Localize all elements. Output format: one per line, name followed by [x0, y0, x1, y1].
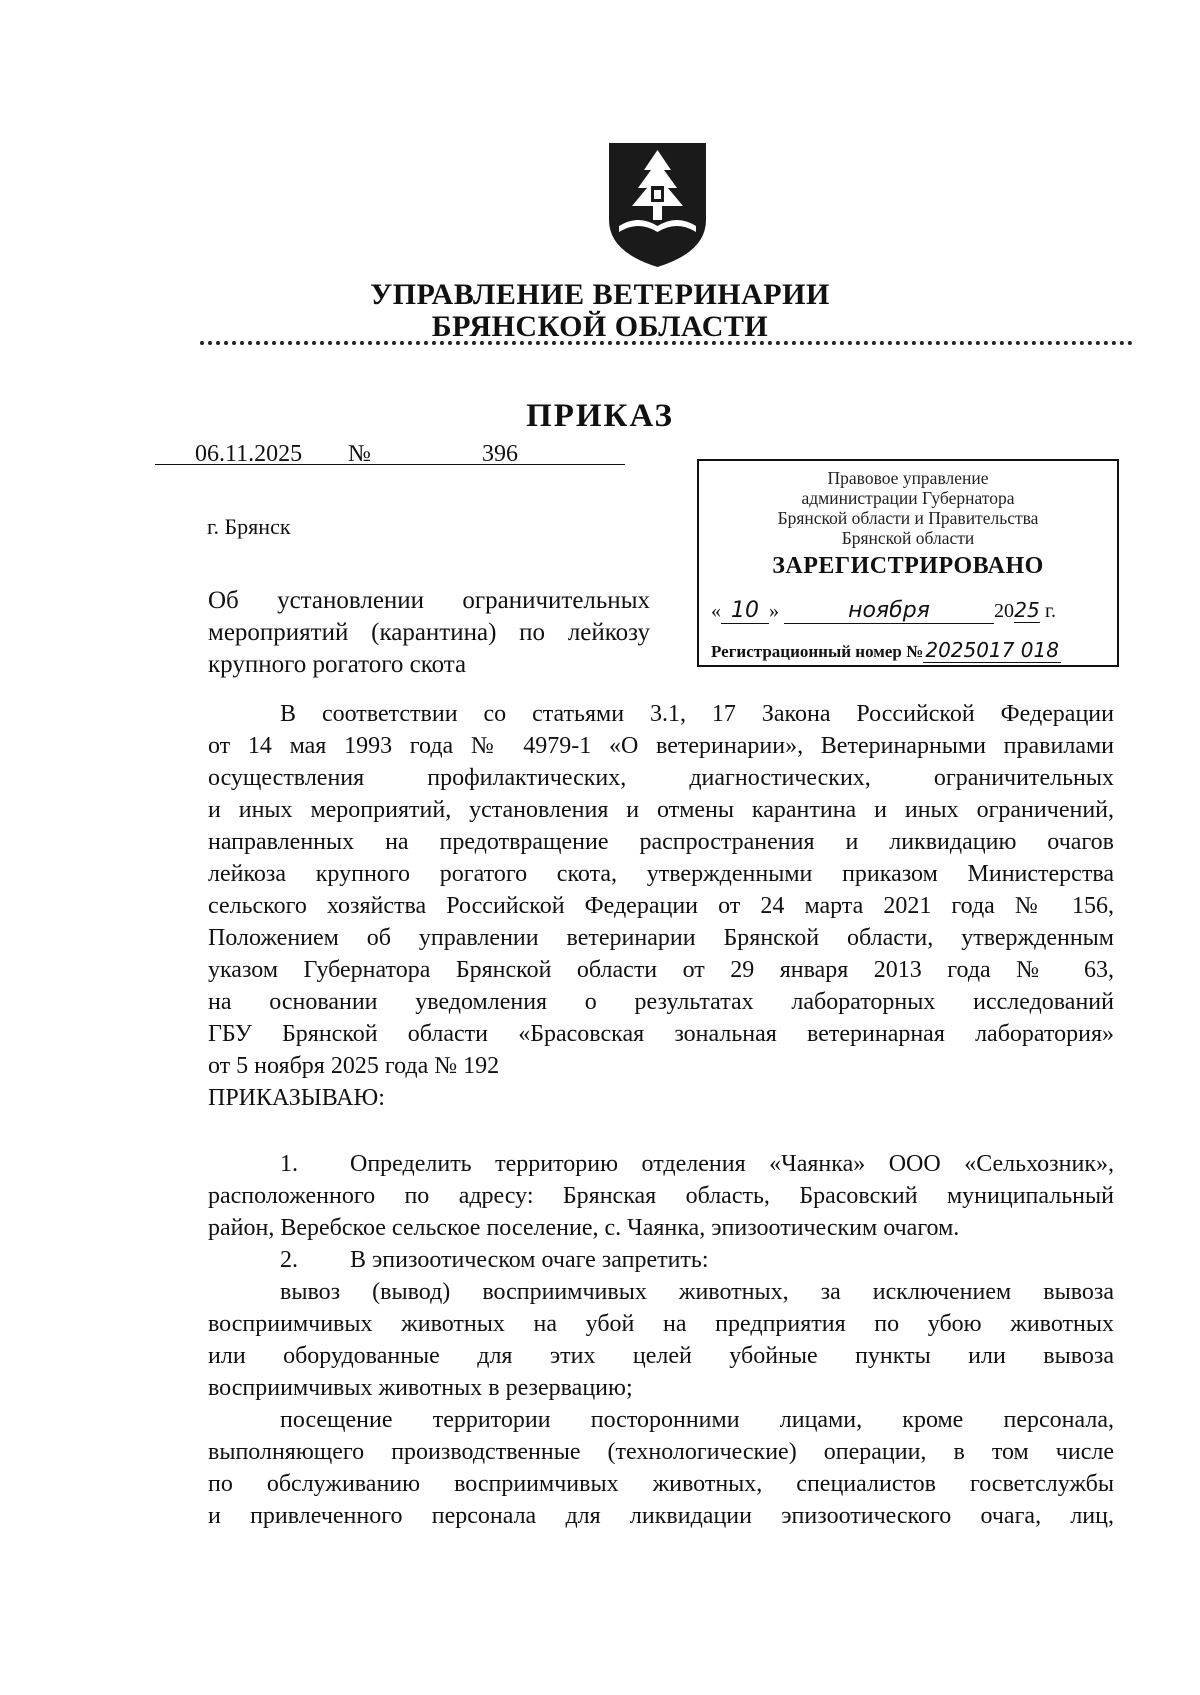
- stamp-line-4: Брянской области: [841, 528, 975, 548]
- item-1-line: Определить территорию отделения «Чаянка» ООО «Сельхозник»,: [350, 1151, 1114, 1177]
- ban-2-line: посещение территории посторонними лицами, кроме персонала,: [280, 1407, 1114, 1433]
- preamble-line: осуществления профилактических, диагностических, ограничительных: [208, 765, 1114, 791]
- item-2: [208, 1244, 1114, 1276]
- ban-1-line: восприимчивых животных в резервацию;: [208, 1375, 633, 1401]
- registration-stamp: [697, 459, 1119, 667]
- stamp-open-quote: «: [711, 600, 721, 622]
- order-word: ПРИКАЗЫВАЮ:: [208, 1085, 385, 1111]
- stamp-registration: [711, 638, 1107, 663]
- item-1-line: расположенного по адресу: Брянская область, Брасовский муниципальный: [208, 1183, 1114, 1209]
- stamp-status: ЗАРЕГИСТРИРОВАНО: [772, 553, 1044, 579]
- item-2-first-line: [208, 1244, 1114, 1276]
- preamble-line: направленных на предотвращение распространения и ликвидацию очагов: [208, 829, 1114, 855]
- ban-1: [208, 1276, 1114, 1404]
- stamp-line-3: Брянской области и Правительства: [777, 508, 1039, 528]
- number-sign: №: [348, 441, 371, 467]
- item-1: [208, 1148, 1114, 1244]
- order-number: 396: [482, 441, 518, 467]
- header-dotted-divider: [200, 341, 1133, 345]
- preamble-line: и иных мероприятий, установления и отмены карантина и иных ограничений,: [208, 797, 1114, 823]
- organization-name-line1: УПРАВЛЕНИЕ ВЕТЕРИНАРИИ: [370, 278, 830, 311]
- preamble: [208, 698, 1114, 1114]
- stamp-date: [711, 598, 1107, 628]
- preamble-line: В соответствии со статьями 3.1, 17 Закона Российской Федерации: [280, 701, 1114, 727]
- item-1-first-line: [208, 1148, 1114, 1180]
- preamble-line: на основании уведомления о результатах лабораторных исследований: [208, 989, 1114, 1015]
- stamp-month: ноября: [784, 598, 994, 624]
- ban-2-line: и привлеченного персонала для ликвидации эпизоотического очага, лиц,: [208, 1503, 1114, 1529]
- preamble-line: от 5 ноября 2025 года № 192: [208, 1053, 500, 1079]
- stamp-line-2: администрации Губернатора: [801, 488, 1015, 508]
- order-date: 06.11.2025: [195, 441, 303, 467]
- ban-2: [208, 1404, 1114, 1532]
- coat-of-arms-emblem: [605, 140, 710, 270]
- stamp-year-suffix: 25: [1014, 598, 1040, 622]
- item-1-number: 1.: [280, 1151, 298, 1177]
- preamble-line: сельского хозяйства Российской Федерации от 24 марта 2021 года № 156,: [208, 893, 1114, 919]
- document-title: ПРИКАЗ: [526, 398, 674, 434]
- organization-name-line2: БРЯНСКОЙ ОБЛАСТИ: [431, 310, 769, 343]
- ban-1-line: или оборудованные для этих целей убойные пункты или вывоза: [208, 1343, 1114, 1369]
- stamp-close-quote: »: [769, 600, 779, 622]
- ban-2-line: по обслуживанию восприимчивых животных, специалистов госветслужбы: [208, 1471, 1114, 1497]
- stamp-year-prefix: 20: [994, 600, 1014, 622]
- stamp-line-1: Правовое управление: [827, 468, 989, 488]
- order-city: г. Брянск: [207, 514, 291, 539]
- ban-1-line: восприимчивых животных на убой на предприятия по убою животных: [208, 1311, 1114, 1337]
- ban-1-line: вывоз (вывод) восприимчивых животных, за исключением вывоза: [280, 1279, 1114, 1305]
- preamble-line: лейкоза крупного рогатого скота, утвержденными приказом Министерства: [208, 861, 1114, 887]
- order-subject: Об установлении ограничительных мероприятий (карантина) по лейкозу крупного рогатого скота: [208, 587, 650, 678]
- item-2-number: 2.: [280, 1247, 298, 1273]
- stamp-reg-number: 2025017 018: [923, 638, 1061, 663]
- item-2-text: В эпизоотическом очаге запретить:: [350, 1247, 709, 1273]
- stamp-day: 10: [721, 598, 769, 624]
- preamble-line: ГБУ Брянской области «Брасовская зональная ветеринарная лаборатория»: [208, 1021, 1114, 1047]
- preamble-line: от 14 мая 1993 года № 4979-1 «О ветеринарии», Ветеринарными правилами: [208, 733, 1114, 759]
- ban-2-line: выполняющего производственные (технологические) операции, в том числе: [208, 1439, 1114, 1465]
- preamble-line: указом Губернатора Брянской области от 29 января 2013 года № 63,: [208, 957, 1114, 983]
- stamp-reg-label: Регистрационный номер №: [711, 642, 924, 661]
- item-1-line: район, Веребское сельское поселение, с. Чаянка, эпизоотическим очагом.: [208, 1215, 960, 1241]
- preamble-line: Положением об управлении ветеринарии Брянской области, утвержденным: [208, 925, 1114, 951]
- stamp-year-unit: г.: [1045, 600, 1056, 622]
